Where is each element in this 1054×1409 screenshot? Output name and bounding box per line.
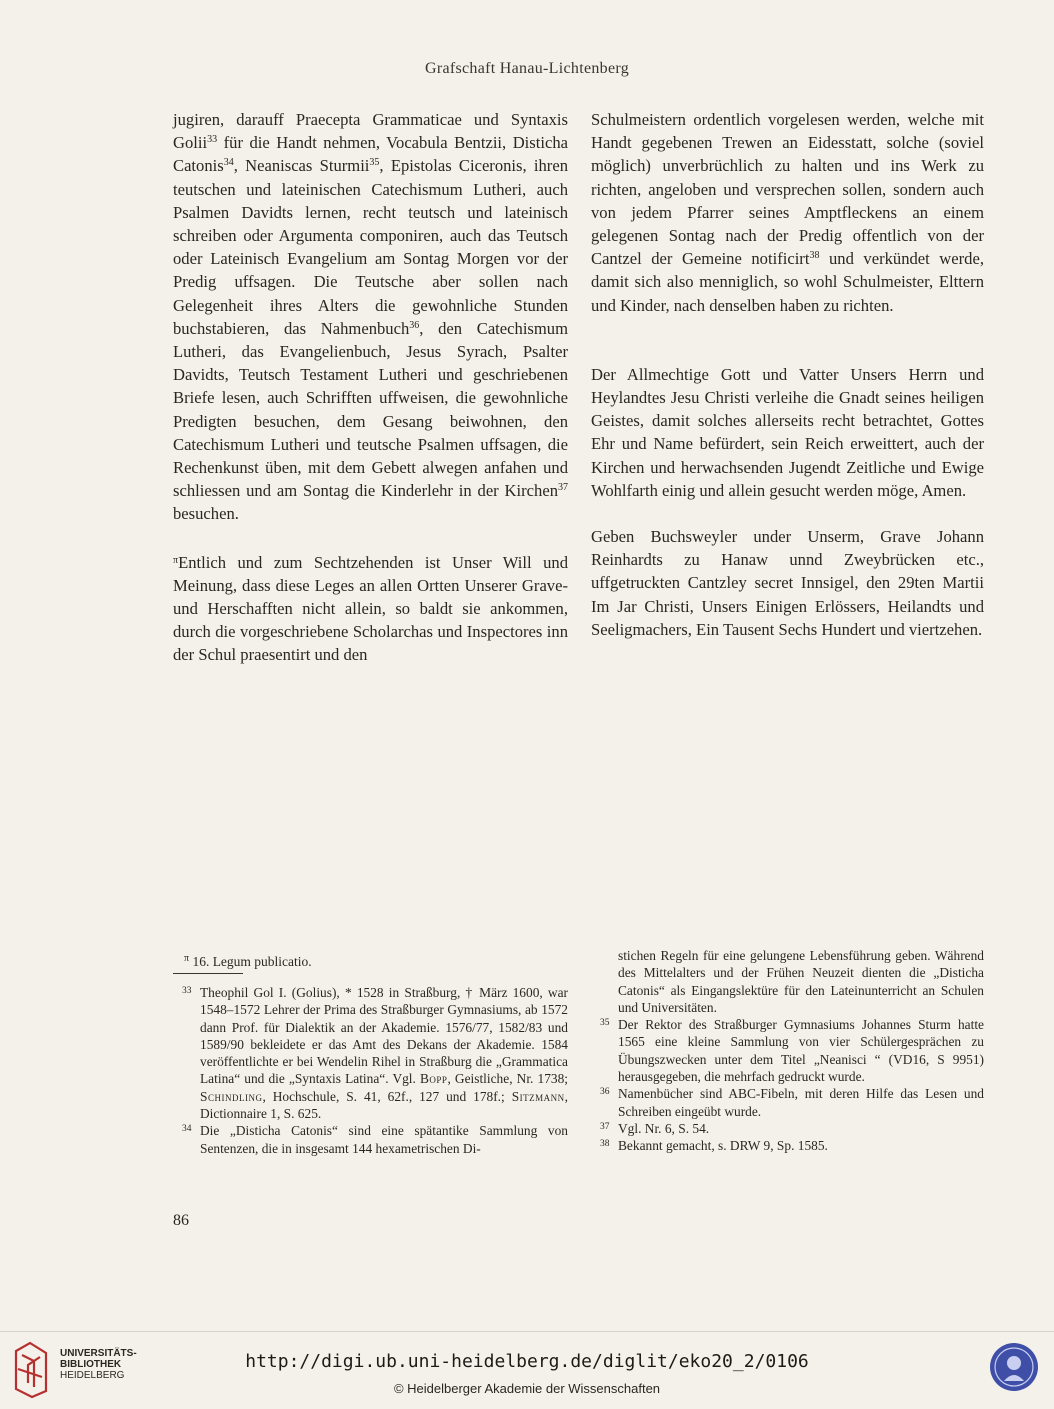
marginal-note-marker: π: [173, 554, 179, 566]
copyright-notice: © Heidelberger Akademie der Wissenschaften: [393, 1381, 661, 1396]
paragraph-dating: Geben Buchsweyler under Unserm, Grave Johann Reinhardts zu Hanaw unnd Zweybrücken etc., uffgetruckten Cantzley secret Innsigel, den 29ten Martii Im Jar Christi, Unsers Einigen Erlössers, Heilandts und Seeligmachers, Ein Tausent Sechs Hundert und viertzehen.: [591, 527, 984, 639]
academy-seal-icon: [988, 1341, 1040, 1393]
marginal-note: $^\pi$ 16. Legum publicatio.: [184, 953, 312, 969]
footnote-ref-38[interactable]: 38: [809, 250, 820, 262]
right-column: [591, 108, 984, 641]
footnote-38: 38 Bekannt gemacht, s. DRW 9, Sp. 1585.: [600, 1138, 828, 1154]
left-column: [173, 108, 568, 667]
paragraph-sixteenth-article: $^\pi$Entlich und zum Sechtzehenden ist Unser Will und Meinung, dass diese Leges an allen Ortten Unserer Grave- und Herschafften nicht allein, so baldt sie ankommen, durch die vorgeschriebene Scholarchas und Inspectores inn der Schul praesentirt und den: [173, 552, 568, 665]
footnote-34-continued: stichen Regeln für eine gelungene Lebensführung geben. Während des Mittelalters und der Frühen Neuzeit dienten die „Disticha Catonis“ als Eingangslektüre für den Lateinunterricht an Schulen und Universitäten.: [618, 948, 984, 1015]
running-header: Grafschaft Hanau-Lichtenberg: [424, 60, 629, 77]
permalink-url[interactable]: http://digi.ub.uni-heidelberg.de/diglit/eko20_2/0106: [245, 1351, 809, 1372]
page-number: 86: [173, 1212, 189, 1229]
footnote-divider: [173, 973, 243, 974]
footnotes-left: [173, 984, 568, 1157]
library-name: UNIVERSITÄTS- BIBLIOTHEK HEIDELBERG: [60, 1348, 137, 1381]
footnote-ref-37[interactable]: 37: [558, 482, 568, 494]
viewer-footer: [0, 1331, 1054, 1409]
footnote-34: 34 Die „Disticha Catonis“ sind eine spätantike Sammlung von Sentenzen, die in insgesamt 144 hexametrischen Di-: [182, 1123, 568, 1156]
footnote-ref-34[interactable]: 34: [223, 157, 234, 169]
paragraph-publication: Schulmeistern ordentlich vorgelesen werden, welche mit Handt gegebenen Trewen an Eidesstatt, solche (soviel möglich) unverbrüchlich zu halten und ins Werk zu richten, angeloben und versprechen sollen, sondern auch von jedem Pfarrer seines Amptfleckens an einem gelegenen Sontag nach der Predig offentlich von der Cantzel der Gemeine notificirt$^{38}$ und verkündet werde, damit sich also menniglich, so wohl Schulmeister, Elttern und Kinder, nach denselben haben zu richten.: [591, 110, 984, 315]
footnote-37: 37 Vgl. Nr. 6, S. 54.: [600, 1120, 710, 1136]
footnote-36: 36 Namenbücher sind ABC-Fibeln, mit deren Hilfe das Lesen und Schreiben eingeübt wurde.: [600, 1086, 984, 1119]
footnote-33: 33 Theophil Gol I. (Golius), * 1528 in Straßburg, † März 1600, war 1548–1572 Lehrer der Prima des Straßburger Gymnasiums, ab 1572 dann Prof. für Dialektik an der Akademie. 1576/77, 1582/83 und 1589/90 bekleidete er das Amt des Dekans der Akademie. 1584 veröffentlichte er bei Wendelin Rihel in Straßburg die „Grammatica Latina“ und die „Syntaxis Latina“. Vgl. Bopp, Geistliche, Nr. 1738; Schindling, Hochschule, S. 41, 62f., 127 und 178f.; Sitzmann, Dictionnaire 1, S. 625.: [182, 985, 568, 1122]
paragraph-school-subjects: jugiren, darauff Praecepta Grammaticae und Syntaxis Golii$^{33}$ für die Handt nehmen, Vocabula Bentzii, Disticha Catonis$^{34}$, Neaniscas Sturmii$^{35}$, Epistolas Ciceronis, ihren teutschen und lateinischen Catechismum Lutheri, auch Psalmen Davidts lernen, recht teutsch und lateinisch schreiben oder Argumenta componiren, auch das Teutsch oder Lateinisch Evangelium am Sontag Morgen vor der Predig uffsagen. Die Teutsche aber sollen nach Gelegenheit ihres Alters die gewohnliche Stunden buchstabieren, das Nahmenbuch$^{36}$, den Catechismum Lutheri, das Evangelienbuch, Jesus Syrach, Psalter Davidts, Teutsch Testament Lutheri und geschriebenen Briefe lesen, auch Schrifften uffweisen, die gewohnliche Predigten besuchen, dem Gesang beiwohnen, den Catechismum Lutheri und teutsche Psalmen uffsagen, die Rechenkunst üben, mit dem Gebett alwegen anfahen und schliessen und am Sontag die Kinderlehr in der Kirchen$^{37}$ besuchen.: [173, 110, 568, 524]
footnote-35: 35 Der Rektor des Straßburger Gymnasiums Johannes Sturm hatte 1565 eine kleine Sammlung von vier Schülergesprächen zu Übungszwecken unter dem Titel „Neanisci “ (VD16, S 9951) herausgegeben, die mehrfach gedruckt wurde.: [600, 1017, 984, 1085]
paragraph-blessing: Der Allmechtige Gott und Vatter Unsers Herrn und Heylandtes Jesu Christi verleihe die Gnadt seines heiligen Geistes, damit solches allerseits recht betrachtet, Gottes Ehr und Name befürdert, sein Reich erweittert, auch der Kirchen und herwachsenden Jugendt Zeitliche und Ewige Wohlfarth einig und allein gesucht werden möge, Amen.: [591, 364, 984, 500]
footnote-ref-35[interactable]: 35: [369, 157, 380, 169]
footnote-ref-36[interactable]: 36: [409, 319, 420, 331]
footnotes-right: [591, 947, 984, 1155]
footnote-ref-33[interactable]: 33: [207, 134, 218, 146]
footer-divider: [0, 1331, 1054, 1332]
